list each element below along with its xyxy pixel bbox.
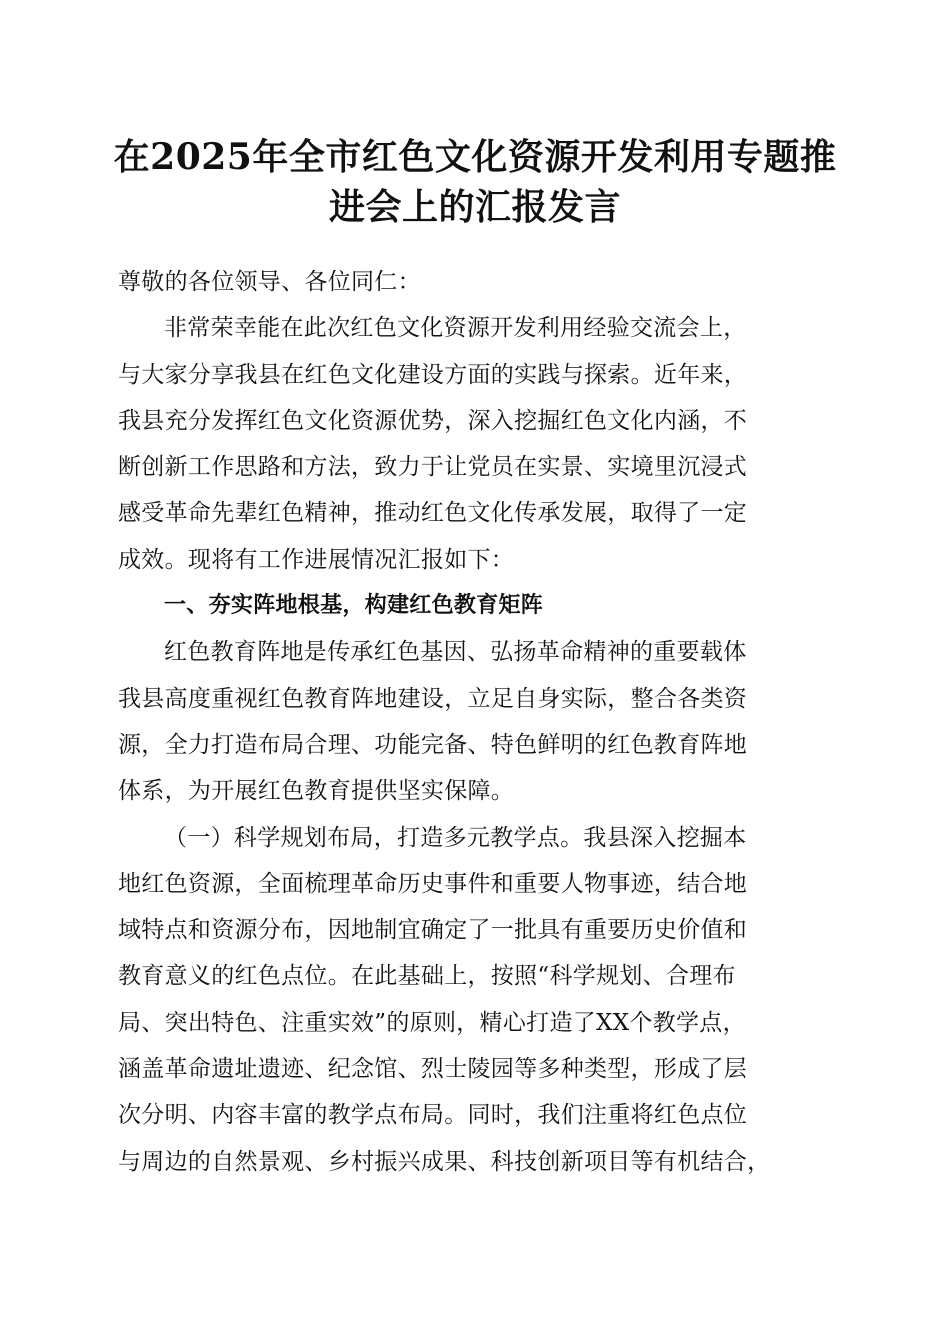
paragraph-line: 与周边的自然景观、乡村振兴成果、科技创新项目等有机结合， [118,1148,771,1175]
paragraph-line: 域特点和资源分布，因地制宜确定了一批具有重要历史价值和 [118,917,748,944]
paragraph-line: （一）科学规划布局，打造多元教学点。我县深入挖掘本 [164,824,747,851]
paragraph-line: 教育意义的红色点位。在此基础上，按照“科学规划、合理布 [118,963,736,990]
paragraph-line: 红色教育阵地是传承红色基因、弘扬革命精神的重要载体 [164,639,747,666]
title-line-1: 在2025年全市红色文化资源开发利用专题推 [113,136,837,178]
title-line-2: 进会上的汇报发言 [328,186,621,228]
paragraph-line: 我县充分发挥红色文化资源优势，深入挖掘红色文化内涵，不 [118,407,748,434]
paragraph-line: 与大家分享我县在红色文化建设方面的实践与探索。近年来， [118,361,748,388]
section-heading-1 [118,583,834,629]
document-title [110,132,840,232]
document-body [118,259,834,1185]
paragraph-line: 源，全力打造布局合理、功能完备、特色鲜明的红色教育阵地 [118,731,748,758]
paragraph-line: 次分明、内容丰富的教学点布局。同时，我们注重将红色点位 [118,1102,748,1129]
salutation: 尊敬的各位领导、各位同仁： [118,269,421,295]
paragraph-line: 地红色资源，全面梳理革命历史事件和重要人物事迹，结合地 [118,870,748,897]
paragraph-line: 局、突出特色、注重实效”的原则，精心打造了XX个教学点， [118,1009,746,1036]
paragraph-line: 涵盖革命遗址遗迹、纪念馆、烈士陵园等多种类型，形成了层 [118,1056,748,1083]
paragraph-line: 我县高度重视红色教育阵地建设，立足自身实际，整合各类资 [118,685,748,712]
paragraph-subsection-1 [118,815,834,1185]
paragraph-line: 断创新工作思路和方法，致力于让党员在实景、实境里沉浸式 [118,454,748,481]
section-heading-text: 一、夯实阵地根基，构建红色教育矩阵 [164,593,544,619]
paragraph-line: 非常荣幸能在此次红色文化资源开发利用经验交流会上， [164,315,747,342]
paragraph-intro [118,305,834,583]
paragraph-line: 感受革命先辈红色精神，推动红色文化传承发展，取得了一定 [118,500,748,527]
paragraph-line: 体系，为开展红色教育提供坚实保障。 [118,778,515,805]
paragraph-section-1 [118,629,834,814]
paragraph-line: 成效。现将有工作进展情况汇报如下： [118,546,515,573]
